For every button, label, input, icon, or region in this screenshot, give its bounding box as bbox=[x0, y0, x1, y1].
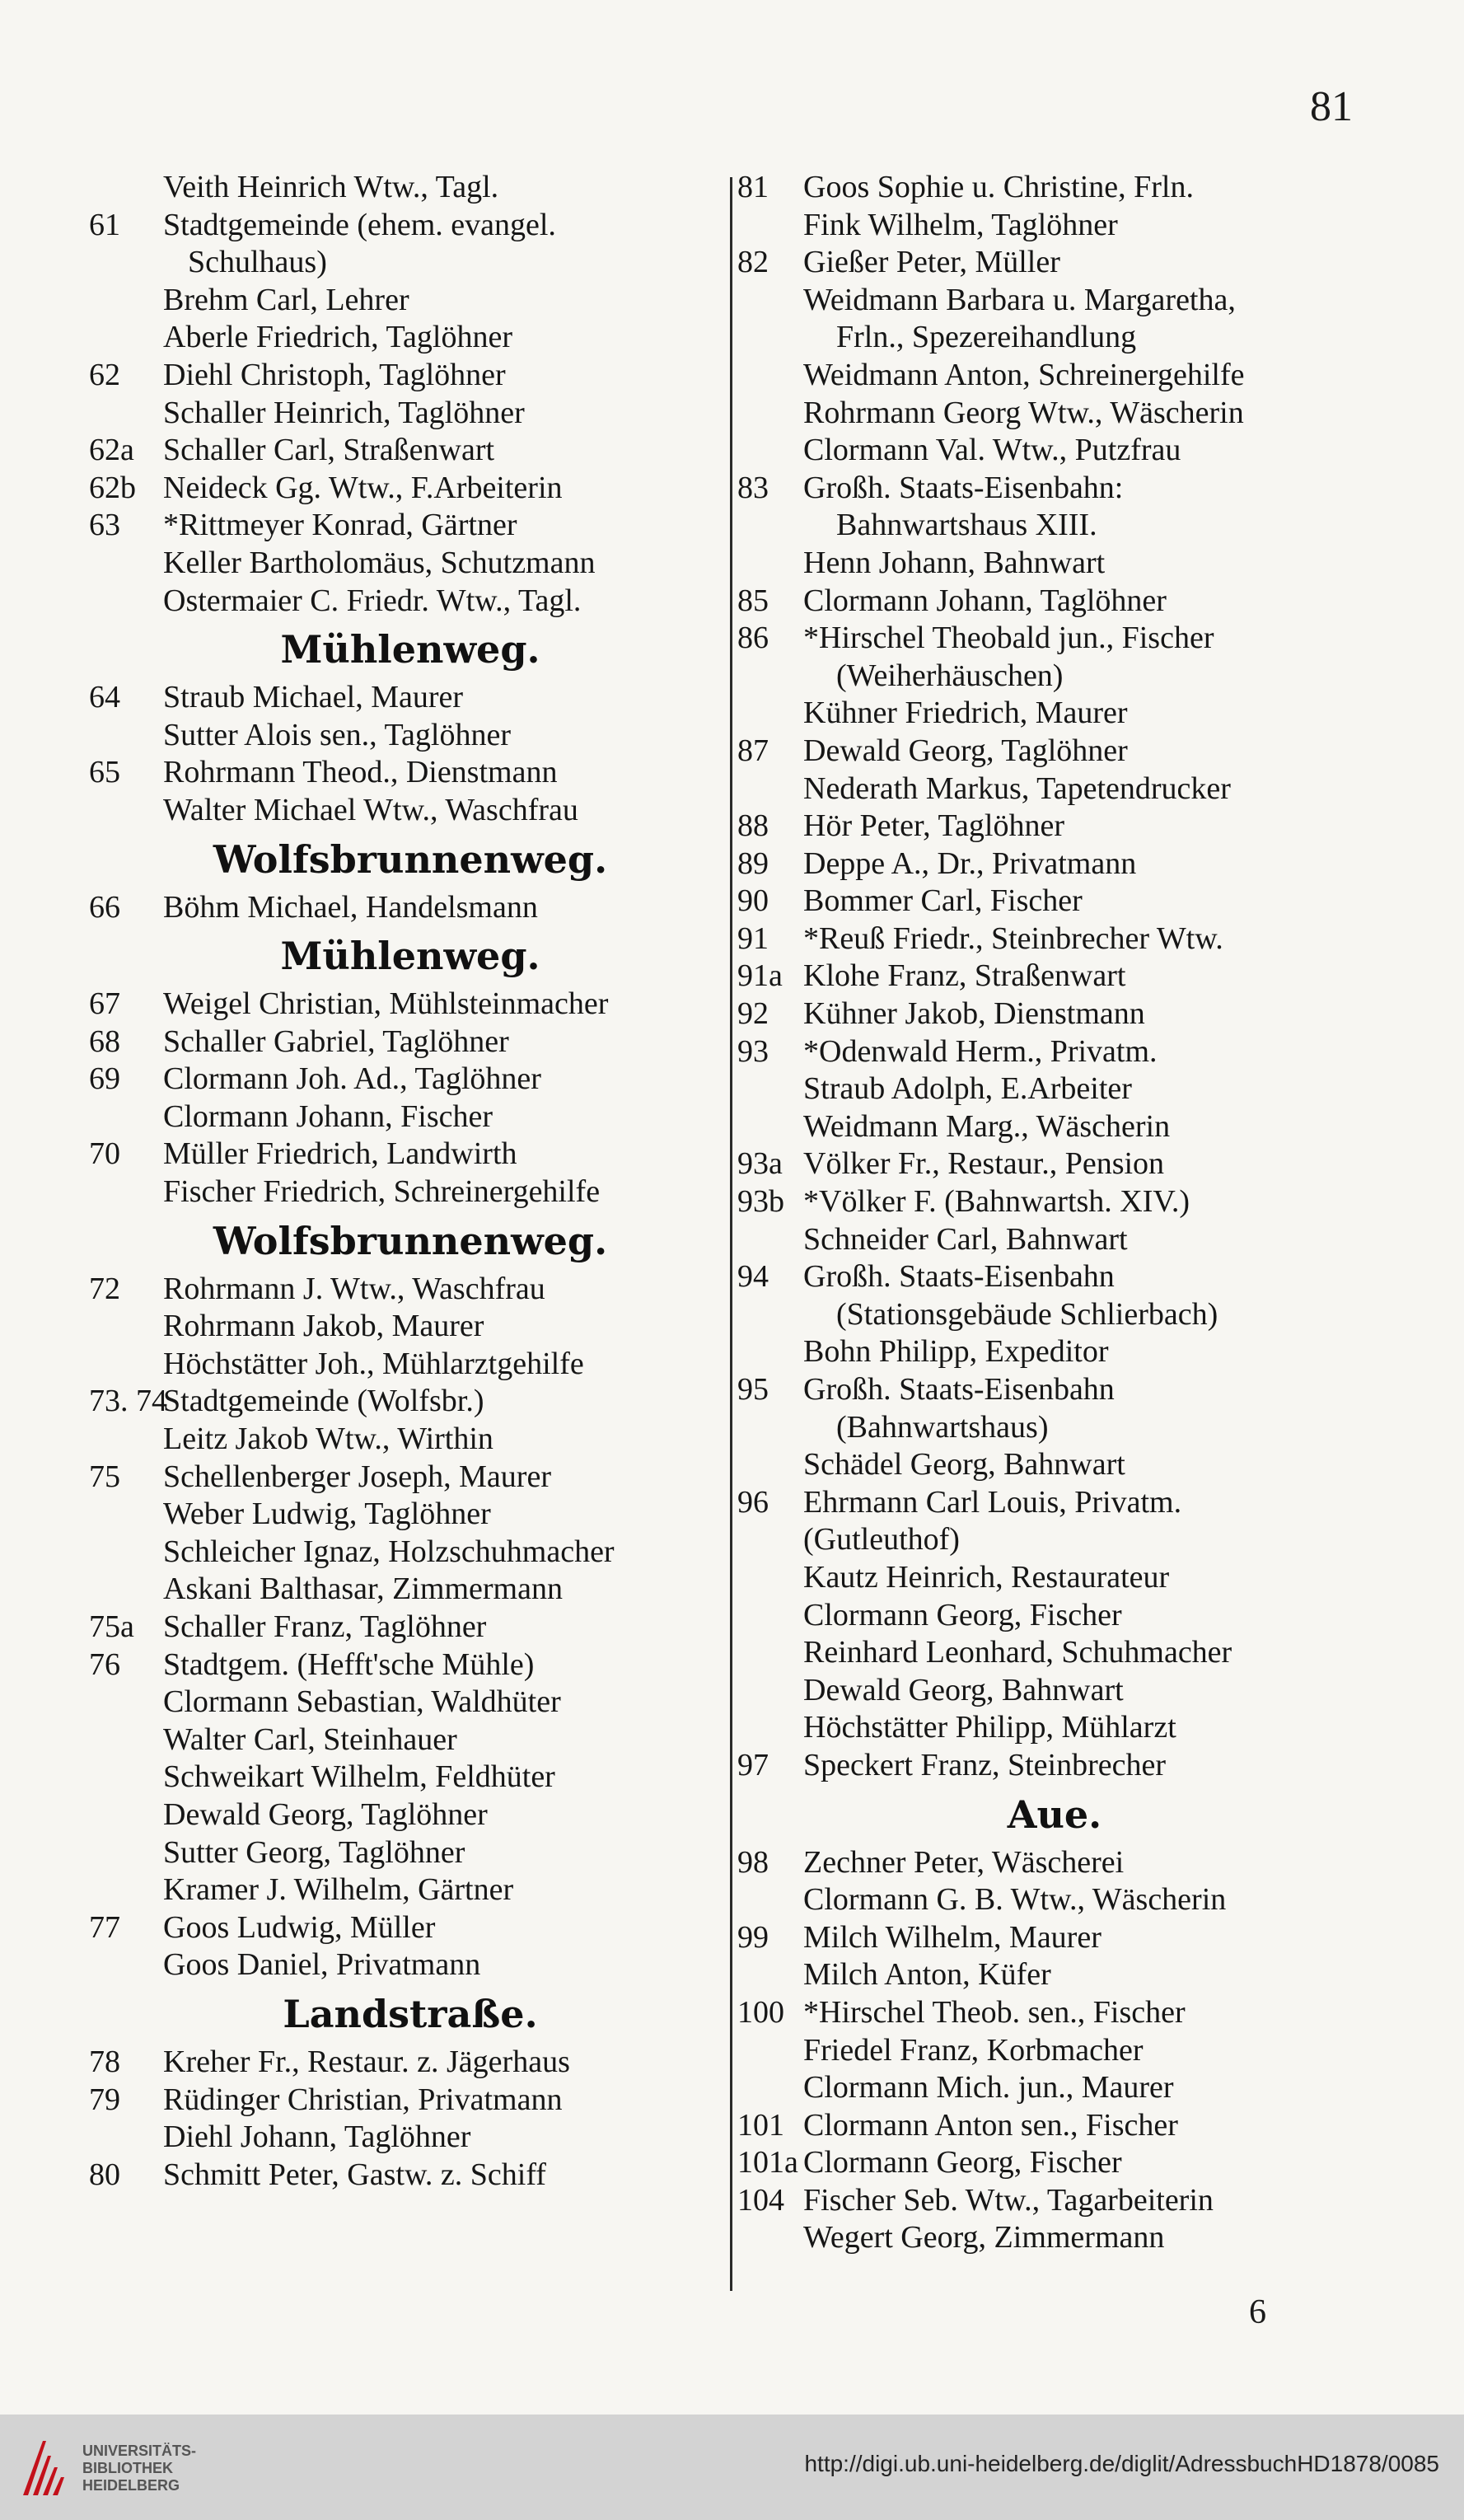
directory-entry bbox=[737, 1409, 1372, 1447]
resident-text: Fischer Seb. Wtw., Tagarbeiterin bbox=[803, 2182, 1214, 2218]
resident-text: Rohrmann J. Wtw., Waschfrau bbox=[163, 1271, 545, 1306]
directory-entry bbox=[89, 889, 732, 927]
resident-text: Dewald Georg, Taglöhner bbox=[803, 733, 1128, 768]
directory-entry bbox=[89, 1871, 732, 1909]
directory-entry bbox=[737, 1672, 1372, 1710]
house-number: 79 bbox=[89, 2082, 120, 2117]
house-number: 66 bbox=[89, 889, 120, 925]
resident-text: Kramer J. Wilhelm, Gärtner bbox=[163, 1872, 514, 1908]
resident-text: *Rittmeyer Konrad, Gärtner bbox=[163, 508, 517, 543]
directory-entry bbox=[737, 845, 1372, 883]
resident-text: Weidmann Anton, Schreinergehilfe bbox=[803, 357, 1245, 392]
house-number: 101a bbox=[737, 2145, 798, 2180]
directory-entry bbox=[89, 792, 732, 830]
directory-entry bbox=[737, 2032, 1372, 2070]
resident-text: Bohn Philipp, Expeditor bbox=[803, 1334, 1109, 1370]
directory-entry bbox=[89, 1383, 732, 1421]
street-heading: Wolfsbrunnenweg. bbox=[213, 1218, 608, 1263]
directory-entry bbox=[89, 2044, 732, 2082]
resident-text: Milch Wilhelm, Maurer bbox=[803, 1919, 1102, 1955]
resident-text: Reinhard Leonhard, Schuhmacher bbox=[803, 1635, 1232, 1670]
directory-entry bbox=[737, 1521, 1372, 1559]
directory-entry bbox=[89, 679, 732, 717]
directory-entry bbox=[89, 1909, 732, 1947]
resident-text: Höchstätter Joh., Mühlarztgehilfe bbox=[163, 1346, 584, 1381]
resident-text: Henn Johann, Bahnwart bbox=[803, 545, 1106, 580]
resident-text: Goos Ludwig, Müller bbox=[163, 1909, 436, 1945]
resident-text: Clormann Georg, Fischer bbox=[803, 1597, 1122, 1632]
directory-entry bbox=[737, 1709, 1372, 1747]
resident-text: Wegert Georg, Zimmermann bbox=[803, 2220, 1165, 2255]
directory-entry bbox=[737, 357, 1372, 395]
house-number: 91a bbox=[737, 958, 783, 994]
resident-text: Großh. Staats-Eisenbahn bbox=[803, 1259, 1115, 1295]
resident-text: Schweikart Wilhelm, Feldhüter bbox=[163, 1759, 555, 1795]
house-number: 101 bbox=[737, 2107, 784, 2143]
house-number: 80 bbox=[89, 2157, 120, 2192]
directory-entry bbox=[737, 1033, 1372, 1071]
resident-text: Neideck Gg. Wtw., F.Arbeiterin bbox=[163, 470, 563, 505]
resident-text: Klohe Franz, Straßenwart bbox=[803, 958, 1126, 994]
directory-entry bbox=[89, 1421, 732, 1459]
resident-text: Müller Friedrich, Landwirth bbox=[163, 1136, 517, 1172]
house-number: 85 bbox=[737, 583, 769, 618]
house-number: 67 bbox=[89, 986, 120, 1022]
directory-entry bbox=[737, 470, 1372, 508]
house-number: 72 bbox=[89, 1271, 120, 1306]
resident-text: Frln., Spezereihandlung bbox=[836, 320, 1137, 355]
directory-entry bbox=[737, 920, 1372, 958]
house-number: 76 bbox=[89, 1646, 120, 1682]
directory-entry bbox=[737, 169, 1372, 207]
directory-entry bbox=[737, 1881, 1372, 1919]
street-heading: Wolfsbrunnenweg. bbox=[213, 836, 608, 882]
resident-text: Schaller Heinrich, Taglöhner bbox=[163, 395, 525, 430]
directory-entry bbox=[89, 357, 732, 395]
resident-text: Clormann Johann, Fischer bbox=[163, 1098, 493, 1134]
resident-text: Schaller Franz, Taglöhner bbox=[163, 1609, 487, 1644]
street-heading: Landstraße. bbox=[283, 1991, 538, 2036]
house-number: 98 bbox=[737, 1844, 769, 1880]
house-number: 93b bbox=[737, 1184, 784, 1220]
directory-entry bbox=[737, 1070, 1372, 1108]
directory-entry bbox=[89, 207, 732, 245]
directory-entry bbox=[737, 244, 1372, 282]
resident-text: Schaller Gabriel, Taglöhner bbox=[163, 1023, 509, 1059]
directory-entry bbox=[737, 620, 1372, 658]
resident-text: (Gutleuthof) bbox=[803, 1522, 960, 1557]
resident-text: Schellenberger Joseph, Maurer bbox=[163, 1459, 551, 1494]
house-number: 64 bbox=[89, 680, 120, 715]
resident-text: Rohrmann Georg Wtw., Wäscherin bbox=[803, 395, 1244, 430]
directory-entry bbox=[737, 583, 1372, 621]
house-number: 61 bbox=[89, 207, 120, 242]
resident-text: Clormann Joh. Ad., Taglöhner bbox=[163, 1061, 541, 1097]
house-number: 77 bbox=[89, 1909, 120, 1945]
resident-text: Leitz Jakob Wtw., Wirthin bbox=[163, 1422, 493, 1457]
directory-entry bbox=[89, 395, 732, 433]
resident-text: *Völker F. (Bahnwartsh. XIV.) bbox=[803, 1184, 1190, 1220]
resident-text: Straub Michael, Maurer bbox=[163, 680, 464, 715]
directory-entry bbox=[89, 1796, 732, 1834]
directory-entry bbox=[737, 1108, 1372, 1146]
resident-text: Goos Sophie u. Christine, Frln. bbox=[803, 170, 1194, 204]
directory-entry bbox=[89, 1061, 732, 1098]
resident-text: Deppe A., Dr., Privatmann bbox=[803, 845, 1137, 881]
directory-entry bbox=[737, 1183, 1372, 1221]
house-number: 68 bbox=[89, 1023, 120, 1059]
directory-entry bbox=[737, 2182, 1372, 2220]
directory-entry bbox=[89, 754, 732, 792]
resident-text: Bommer Carl, Fischer bbox=[803, 883, 1083, 919]
right-column bbox=[737, 169, 1372, 2257]
resident-text: Fink Wilhelm, Taglöhner bbox=[803, 207, 1118, 242]
directory-entry bbox=[737, 1258, 1372, 1296]
resident-text: Walter Carl, Steinhauer bbox=[163, 1721, 457, 1757]
directory-entry bbox=[737, 1371, 1372, 1409]
resident-text: Schneider Carl, Bahnwart bbox=[803, 1221, 1128, 1257]
house-number: 90 bbox=[737, 883, 769, 919]
directory-entry bbox=[89, 244, 732, 282]
resident-text: Rohrmann Theod., Dienstmann bbox=[163, 755, 558, 790]
directory-entry bbox=[89, 432, 732, 470]
resident-text: Stadtgemeinde (Wolfsbr.) bbox=[163, 1384, 484, 1419]
resident-text: *Hirschel Theobald jun., Fischer bbox=[803, 621, 1214, 656]
directory-entry bbox=[737, 1994, 1372, 2032]
house-number: 96 bbox=[737, 1484, 769, 1520]
directory-entry bbox=[737, 207, 1372, 245]
resident-text: Sutter Georg, Taglöhner bbox=[163, 1834, 465, 1870]
resident-text: Böhm Michael, Handelsmann bbox=[163, 889, 538, 925]
resident-text: Stadtgemeinde (ehem. evangel. bbox=[163, 207, 556, 242]
resident-text: (Weiherhäuschen) bbox=[836, 658, 1064, 693]
resident-text: Weber Ludwig, Taglöhner bbox=[163, 1497, 491, 1532]
resident-text: Schaller Carl, Straßenwart bbox=[163, 433, 495, 468]
house-number: 75a bbox=[89, 1609, 134, 1644]
directory-entry bbox=[89, 1023, 732, 1061]
house-number: 62b bbox=[89, 470, 136, 505]
directory-entry bbox=[89, 507, 732, 545]
directory-entry bbox=[89, 1136, 732, 1173]
directory-entry bbox=[89, 1834, 732, 1872]
directory-entry bbox=[737, 319, 1372, 357]
resident-text: Großh. Staats-Eisenbahn bbox=[803, 1372, 1115, 1407]
directory-entry bbox=[89, 282, 732, 320]
directory-entry bbox=[737, 1145, 1372, 1183]
resident-text: Schleicher Ignaz, Holzschuhmacher bbox=[163, 1534, 615, 1569]
house-number: 62a bbox=[89, 433, 134, 468]
house-number: 91 bbox=[737, 920, 769, 956]
house-number: 65 bbox=[89, 755, 120, 790]
directory-entry bbox=[89, 1496, 732, 1534]
resident-text: Schulhaus) bbox=[188, 245, 327, 280]
resident-text: Clormann Anton sen., Fischer bbox=[803, 2107, 1178, 2143]
directory-entry bbox=[737, 771, 1372, 808]
resident-text: Clormann Johann, Taglöhner bbox=[803, 583, 1167, 618]
directory-entry bbox=[89, 1098, 732, 1136]
street-heading: Aue. bbox=[1007, 1792, 1102, 1837]
directory-entry bbox=[89, 1684, 732, 1721]
library-name bbox=[82, 2443, 196, 2494]
directory-entry bbox=[737, 808, 1372, 845]
directory-entry bbox=[89, 1646, 732, 1684]
resident-text: Goos Daniel, Privatmann bbox=[163, 1947, 481, 1983]
directory-entry bbox=[737, 995, 1372, 1033]
directory-entry bbox=[737, 1597, 1372, 1635]
directory-entry bbox=[737, 1296, 1372, 1334]
resident-text: Völker Fr., Restaur., Pension bbox=[803, 1146, 1165, 1182]
resident-text: *Reuß Friedr., Steinbrecher Wtw. bbox=[803, 920, 1223, 956]
directory-entry bbox=[89, 319, 732, 357]
resident-text: Zechner Peter, Wäscherei bbox=[803, 1844, 1125, 1880]
directory-entry bbox=[737, 545, 1372, 583]
directory-entry bbox=[89, 1534, 732, 1571]
resident-text: Kühner Friedrich, Maurer bbox=[803, 696, 1128, 731]
directory-entry bbox=[89, 1609, 732, 1646]
resident-text: Speckert Franz, Steinbrecher bbox=[803, 1747, 1166, 1782]
resident-text: *Odenwald Herm., Privatm. bbox=[803, 1033, 1158, 1069]
source-url-link[interactable]: http://digi.ub.uni-heidelberg.de/diglit/AdressbuchHD1878/0085 bbox=[804, 2451, 1439, 2476]
directory-entry bbox=[737, 395, 1372, 433]
resident-text: Clormann Georg, Fischer bbox=[803, 2145, 1122, 2180]
directory-entry bbox=[737, 1747, 1372, 1785]
library-name-line: BIBLIOTHEK bbox=[82, 2460, 173, 2476]
resident-text: Brehm Carl, Lehrer bbox=[163, 282, 409, 317]
street-heading: Mühlenweg. bbox=[280, 627, 540, 672]
library-name-line: HEIDELBERG bbox=[82, 2477, 180, 2494]
directory-entry bbox=[89, 1173, 732, 1211]
resident-text: Clormann G. B. Wtw., Wäscherin bbox=[803, 1882, 1227, 1918]
directory-entry bbox=[89, 470, 732, 508]
resident-text: Clormann Val. Wtw., Putzfrau bbox=[803, 433, 1181, 468]
directory-entry bbox=[737, 1446, 1372, 1484]
directory-entry bbox=[737, 2219, 1372, 2257]
directory-entry bbox=[737, 2069, 1372, 2107]
directory-entry bbox=[89, 1571, 732, 1609]
resident-text: Hör Peter, Taglöhner bbox=[803, 808, 1064, 844]
resident-text: (Stationsgebäude Schlierbach) bbox=[836, 1296, 1218, 1332]
directory-entry bbox=[89, 2157, 732, 2194]
resident-text: Bahnwartshaus XIII. bbox=[836, 508, 1097, 543]
resident-text: Clormann Sebastian, Waldhüter bbox=[163, 1684, 561, 1720]
directory-entry bbox=[737, 695, 1372, 733]
resident-text: Milch Anton, Küfer bbox=[803, 1957, 1051, 1993]
directory-entry bbox=[737, 1919, 1372, 1957]
resident-text: Keller Bartholomäus, Schutzmann bbox=[163, 545, 596, 580]
resident-text: Schädel Georg, Bahnwart bbox=[803, 1447, 1125, 1482]
directory-entry bbox=[89, 986, 732, 1023]
house-number: 82 bbox=[737, 245, 769, 280]
directory-entry bbox=[89, 1759, 732, 1796]
directory-entry bbox=[89, 2119, 732, 2157]
house-number: 95 bbox=[737, 1372, 769, 1407]
directory-entry bbox=[89, 717, 732, 755]
directory-entry bbox=[737, 282, 1372, 320]
resident-text: Ostermaier C. Friedr. Wtw., Tagl. bbox=[163, 583, 582, 618]
directory-entry bbox=[89, 1308, 732, 1346]
house-number: 86 bbox=[737, 621, 769, 656]
resident-text: Gießer Peter, Müller bbox=[803, 245, 1060, 280]
directory-entry bbox=[89, 1271, 732, 1309]
house-number: 83 bbox=[737, 470, 769, 505]
directory-entry bbox=[737, 1484, 1372, 1522]
house-number: 93 bbox=[737, 1033, 769, 1069]
house-number: 99 bbox=[737, 1919, 769, 1955]
resident-text: Clormann Mich. jun., Maurer bbox=[803, 2070, 1174, 2105]
resident-text: Dewald Georg, Bahnwart bbox=[803, 1672, 1124, 1707]
resident-text: Rohrmann Jakob, Maurer bbox=[163, 1309, 484, 1344]
house-number: 69 bbox=[89, 1061, 120, 1097]
resident-text: *Hirschel Theob. sen., Fischer bbox=[803, 1994, 1186, 2030]
university-library-logo-icon bbox=[18, 2438, 71, 2497]
house-number: 70 bbox=[89, 1136, 120, 1172]
directory-entry bbox=[89, 1459, 732, 1497]
resident-text: Nederath Markus, Tapetendrucker bbox=[803, 771, 1231, 806]
resident-text: Stadtgem. (Hefft'sche Mühle) bbox=[163, 1646, 535, 1682]
resident-text: Diehl Christoph, Taglöhner bbox=[163, 357, 506, 392]
house-number: 78 bbox=[89, 2044, 120, 2079]
directory-entry bbox=[737, 2107, 1372, 2145]
street-heading: Mühlenweg. bbox=[280, 934, 540, 979]
directory-entry bbox=[737, 958, 1372, 995]
directory-entry bbox=[737, 2144, 1372, 2182]
directory-entry bbox=[89, 545, 732, 583]
resident-text: Walter Michael Wtw., Waschfrau bbox=[163, 792, 578, 827]
directory-entry bbox=[89, 1946, 732, 1984]
directory-entry bbox=[737, 1634, 1372, 1672]
house-number: 93a bbox=[737, 1146, 783, 1182]
resident-text: Askani Balthasar, Zimmermann bbox=[163, 1571, 563, 1607]
directory-entry bbox=[737, 883, 1372, 920]
resident-text: Weidmann Barbara u. Margaretha, bbox=[803, 282, 1236, 317]
resident-text: Kühner Jakob, Dienstmann bbox=[803, 996, 1145, 1032]
house-number: 87 bbox=[737, 733, 769, 768]
resident-text: Ehrmann Carl Louis, Privatm. bbox=[803, 1484, 1182, 1520]
resident-text: Diehl Johann, Taglöhner bbox=[163, 2120, 471, 2155]
house-number: 97 bbox=[737, 1747, 769, 1782]
resident-text: Kreher Fr., Restaur. z. Jägerhaus bbox=[163, 2044, 570, 2079]
directory-entry bbox=[737, 1333, 1372, 1371]
sheet-signature: 6 bbox=[1249, 2293, 1266, 2331]
resident-text: Weigel Christian, Mühlsteinmacher bbox=[163, 986, 609, 1022]
resident-text: Friedel Franz, Korbmacher bbox=[803, 2032, 1144, 2068]
house-number: 88 bbox=[737, 808, 769, 844]
directory-entry bbox=[737, 1221, 1372, 1259]
house-number: 104 bbox=[737, 2182, 784, 2218]
directory-entry bbox=[89, 1721, 732, 1759]
house-number: 63 bbox=[89, 508, 120, 543]
directory-entry bbox=[89, 169, 732, 207]
house-number: 81 bbox=[737, 170, 769, 204]
page-number: 81 bbox=[1310, 83, 1353, 130]
left-column bbox=[89, 169, 732, 2194]
resident-text: Sutter Alois sen., Taglöhner bbox=[163, 717, 511, 752]
resident-text: Straub Adolph, E.Arbeiter bbox=[803, 1071, 1132, 1107]
directory-entry bbox=[737, 1844, 1372, 1882]
resident-text: Schmitt Peter, Gastw. z. Schiff bbox=[163, 2157, 546, 2192]
house-number: 89 bbox=[737, 845, 769, 881]
house-number: 73. 74 bbox=[89, 1384, 167, 1419]
house-number: 100 bbox=[737, 1994, 784, 2030]
resident-text: Kautz Heinrich, Restaurateur bbox=[803, 1559, 1170, 1595]
house-number: 92 bbox=[737, 996, 769, 1032]
resident-text: Fischer Friedrich, Schreinergehilfe bbox=[163, 1174, 601, 1210]
resident-text: Großh. Staats-Eisenbahn: bbox=[803, 470, 1124, 505]
resident-text: Aberle Friedrich, Taglöhner bbox=[163, 320, 512, 355]
directory-entry bbox=[737, 1956, 1372, 1994]
directory-entry bbox=[737, 733, 1372, 771]
resident-text: Veith Heinrich Wtw., Tagl. bbox=[163, 170, 499, 204]
directory-entry bbox=[89, 1346, 732, 1384]
resident-text: Dewald Georg, Taglöhner bbox=[163, 1796, 488, 1832]
resident-text: Höchstätter Philipp, Mühlarzt bbox=[803, 1710, 1176, 1745]
library-footer bbox=[0, 2415, 1464, 2520]
directory-entry bbox=[737, 1559, 1372, 1597]
house-number: 94 bbox=[737, 1259, 769, 1295]
directory-entry bbox=[89, 2082, 732, 2120]
directory-entry bbox=[737, 658, 1372, 696]
resident-text: Weidmann Marg., Wäscherin bbox=[803, 1108, 1171, 1144]
directory-entry bbox=[737, 432, 1372, 470]
house-number: 75 bbox=[89, 1459, 120, 1494]
directory-entry bbox=[89, 583, 732, 621]
resident-text: Rüdinger Christian, Privatmann bbox=[163, 2082, 563, 2117]
directory-entry bbox=[737, 507, 1372, 545]
resident-text: (Bahnwartshaus) bbox=[836, 1409, 1049, 1445]
library-name-line: UNIVERSITÄTS- bbox=[82, 2443, 197, 2459]
house-number: 62 bbox=[89, 357, 120, 392]
